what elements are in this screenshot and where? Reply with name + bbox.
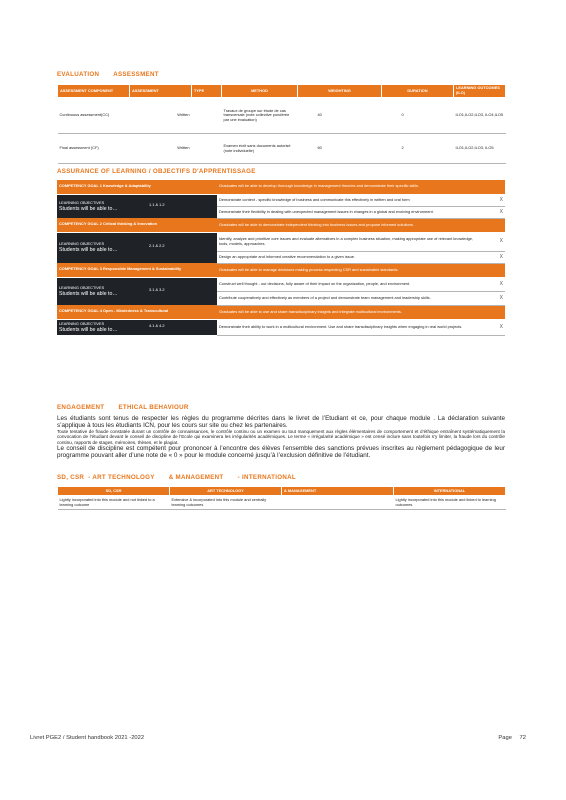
cell-international: Lightly incorporated into this module and linked to learning outcomes	[394, 496, 506, 510]
objective-row	[57, 194, 505, 206]
objective-mark: X	[483, 277, 505, 291]
objective-mark: X	[483, 319, 505, 335]
competency-label: COMPETENCY GOAL 4 Open - Mindedness & Transcultural	[57, 305, 217, 319]
competency-label: COMPETENCY GOAL 1 Knowledge & Adaptability	[57, 180, 217, 194]
objective-mark: X	[483, 194, 505, 206]
objectives-sub: Students will be able to…	[59, 247, 118, 254]
header-ilo: LEARNING OUTCOMES (ILO)	[454, 85, 506, 98]
cell-component: Continuous assessment(CC)	[58, 98, 130, 134]
objective-text: Construct well thought - out decisions, fully aware of their impact on the organization, people, and environment.	[217, 277, 483, 291]
header-duration: DURATION	[382, 85, 454, 98]
engagement-paragraph-1: Les étudiants sont tenus de respecter les règles du programme décrites dans le livret de l’Etudiant et ce, pour chaque module . La déclaration suivante s’applique à tous les étudiants ICN, pour les cours sur site ou chez les partenaires.	[57, 415, 505, 429]
competency-row	[57, 218, 505, 232]
competency-goal: Graduates will be able to use and share transdisciplinary insights and integrate multicultural environments.	[217, 305, 505, 319]
objectives-sub: Students will be able to…	[59, 205, 118, 212]
objectives-sub: Students will be able to…	[59, 326, 118, 333]
objective-text: Identify, analyze and prioritize core issues and evaluate alternatives in a complex business situation, making appropriate use of relevant knowledge, tools, models, approaches.	[217, 232, 483, 251]
cell-weighting: 40	[298, 98, 382, 134]
cell-management	[282, 496, 394, 510]
objectives-cell: LEARNING OBJECTIVES Students will be able to… 4.1 & 4.2	[57, 319, 217, 335]
objective-text: Demonstrate their flexibility in dealing with unexpected management issues in changes in a global and evolving environment.	[217, 206, 483, 218]
objective-row	[57, 277, 505, 291]
objectives-title: LEARNING OBJECTIVES	[59, 320, 105, 326]
objectives-sub: Students will be able to…	[59, 290, 118, 297]
competency-goal: Graduates will be able to develop thorough knowledge in management theories and demonstrate their specific skills.	[217, 180, 505, 194]
objectives-title: LEARNING OBJECTIVES	[59, 241, 105, 247]
cell-ilo: ILO1,ILO2,ILO3, ILO5	[454, 134, 506, 164]
competency-row	[57, 263, 505, 277]
page-footer	[30, 735, 526, 741]
table-row	[58, 496, 506, 510]
cell-weighting: 60	[298, 134, 382, 164]
competency-goal: Graduates will be able to demonstrate independent thinking into business issues and propose informed solutions.	[217, 218, 505, 232]
section-title-assurance: ASSURANCE OF LEARNING / OBJECTIFS D'APPRENTISSAGE	[57, 168, 256, 175]
competency-row	[57, 180, 505, 194]
objective-mark: X	[483, 251, 505, 263]
section-title-sdcsr: SD, CSR - ART TECHNOLOGY & MANAGEMENT - INTERNATIONAL	[57, 474, 296, 481]
objective-text: Demonstrate context - specific knowledge of business and communicate this effectively in written and oral form	[217, 194, 483, 206]
engagement-text	[57, 415, 505, 459]
cell-component: Final assessment (CF)	[58, 134, 130, 164]
table-row	[58, 98, 506, 134]
objective-text: Contribute cooperatively and effectively as members of a project and demonstrate team management and leadership skills.	[217, 291, 483, 305]
competency-label: COMPETENCY GOAL 2 Critical thinking & Innovation	[57, 218, 217, 232]
section-title-evaluation: EVALUATION ASSESSMENT	[57, 71, 159, 78]
objectives-title: LEARNING OBJECTIVES	[59, 199, 105, 205]
header-type: TYPE	[192, 85, 222, 98]
header-weighting: WEIGHTING	[298, 85, 382, 98]
objective-mark: X	[483, 232, 505, 251]
objective-mark: X	[483, 206, 505, 218]
objectives-cell: LEARNING OBJECTIVES Students will be able to… 3.1 & 3.2	[57, 277, 217, 305]
aol-table	[57, 180, 505, 336]
header-management: & MANAGEMENT	[282, 487, 394, 496]
cell-art-technology: Extensive & incorporated into this module and centrally learning outcomes	[170, 496, 282, 510]
header-sdcsr: SD, CSR	[58, 487, 170, 496]
cell-method: Examen écrit sans documents autorisé (note individuelle)	[222, 134, 298, 164]
competency-label: COMPETENCY GOAL 3 Responsible Management & Sustainability	[57, 263, 217, 277]
cell-type	[192, 134, 222, 164]
sdcsr-table	[57, 486, 506, 510]
header-assessment: ASSESSMENT	[130, 85, 192, 98]
header-international: INTERNATIONAL	[394, 487, 506, 496]
objective-row	[57, 232, 505, 251]
objective-row	[57, 319, 505, 335]
page-number: 72	[519, 735, 526, 741]
cell-assessment: Written	[130, 98, 192, 134]
objective-text: Design an appropriate and informed creative recommendation to a given issue.	[217, 251, 483, 263]
objectives-title: LEARNING OBJECTIVES	[59, 284, 105, 290]
header-method: METHOD	[222, 85, 298, 98]
engagement-paragraph-3: Le conseil de discipline est compétent pour prononcer à l’encontre des élèves l’ensemble des sanctions prévues inscrites au règlement pédagogique de leur programme pouvant aller d’une note de « 0 » pour le module concerné jusqu’à l’exclusion définitive de l’étudiant.	[57, 445, 505, 460]
engagement-paragraph-2: Toute tentative de fraude constatée durant un contrôle de connaissances, le contrôle continu ou un examen ou tout manquement aux règles élémentaires de comportement et d’éthique entraînent systématiquement la convocation de l’étudiant devant le conseil de discipline de l’Ecole qui examinera les irrégularités académiques. Le terme « irrégularité académique » est censé inclure sans toutefois s’y limiter, la fraude lors du contrôle continu, rapports de stages, mémoires, thèses, et le plagiat.	[57, 429, 505, 445]
page-label: Page	[498, 735, 512, 741]
cell-type	[192, 98, 222, 134]
objective-text: Demonstrate their ability to work in a multicultural environment. Use and share transdisciplinary insights when engaging in real world projects.	[217, 319, 483, 335]
objectives-cell: LEARNING OBJECTIVES Students will be able to… 2.1 & 2.2	[57, 232, 217, 263]
objective-mark: X	[483, 291, 505, 305]
page-number-wrap	[498, 735, 526, 741]
cell-ilo: ILO1,ILO2,ILO3, ILO4,ILO5	[454, 98, 506, 134]
assessment-table	[57, 84, 506, 164]
table-row	[58, 134, 506, 164]
header-component: ASSESSMENT COMPONENT	[58, 85, 130, 98]
section-title-engagement: ENGAGEMENT ETHICAL BEHAVIOUR	[57, 404, 189, 411]
cell-assessment: Written	[130, 134, 192, 164]
cell-method: Travaux de groupe sur étude de cas transversale (note collective pondérée par une évaluation)	[222, 98, 298, 134]
competency-goal: Graduates will be able to manage decisions making process respecting CSR and sustainable standards.	[217, 263, 505, 277]
cell-duration: 0	[382, 98, 454, 134]
footer-title: Livret PGE2 / Student handbook 2021 -2022	[30, 735, 145, 741]
header-art-technology: ART TECHNOLOGY	[170, 487, 282, 496]
cell-sdcsr: Lightly incorporated into this module and not linked to a learning outcome	[58, 496, 170, 510]
objectives-cell: LEARNING OBJECTIVES Students will be able to… 1.1 & 1.2	[57, 194, 217, 218]
competency-row	[57, 305, 505, 319]
cell-duration: 2	[382, 134, 454, 164]
